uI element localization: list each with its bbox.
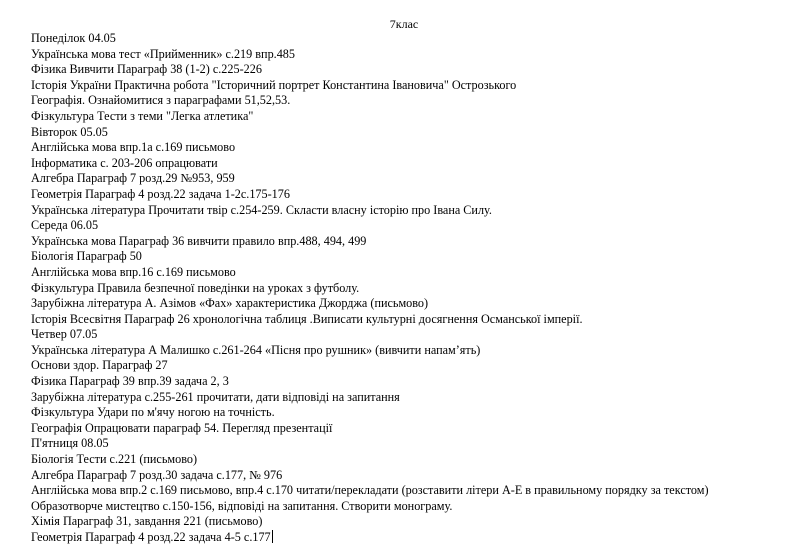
schedule-lines [31, 31, 801, 546]
text-line[interactable]: Біологія Параграф 50 [31, 249, 142, 264]
text-cursor [272, 530, 273, 543]
text-line[interactable]: Геометрія Параграф 4 розд.22 задача 1-2с.175-176 [31, 186, 290, 201]
text-line[interactable]: Географія Опрацювати параграф 54. Перегляд презентації [31, 420, 333, 435]
text-line[interactable]: Історія України Практична робота "Історичний портрет Константина Івановича" Острозького [31, 77, 517, 92]
text-line[interactable]: Українська мова тест «Прийменник» с.219 впр.485 [31, 46, 295, 61]
document-title: 7клас [389, 17, 419, 31]
text-line[interactable]: Українська література Прочитати твір с.254-259. Скласти власну історію про Івана Силу. [31, 202, 492, 217]
text-line[interactable]: Алгебра Параграф 7 розд.30 задача с.177, № 976 [31, 467, 283, 482]
text-line[interactable]: Четвер 07.05 [31, 327, 98, 342]
text-line[interactable]: Фізкультура Правила безпечної поведінки на уроках з футболу. [31, 280, 360, 295]
text-line[interactable]: Історія Всесвітня Параграф 26 хронологічна таблиця .Виписати культурні досягнення Османської імперії. [31, 311, 583, 326]
text-line[interactable]: Українська література А Малишко с.261-264 «Пісня про рушник» (вивчити напам’ять) [31, 342, 481, 357]
text-line[interactable]: Зарубіжна література А. Азімов «Фах» характеристика Джорджа (письмово) [31, 296, 429, 311]
text-line[interactable]: Вівторок 05.05 [31, 124, 108, 139]
text-line[interactable]: Англійська мова впр.1а с.169 письмово [31, 140, 236, 155]
text-line[interactable]: Біологія Тести с.221 (письмово) [31, 452, 198, 467]
text-line[interactable]: Зарубіжна література с.255-261 прочитати, дати відповіді на запитання [31, 389, 400, 404]
text-line[interactable]: Англійська мова впр.16 с.169 письмово [31, 264, 236, 279]
text-line[interactable]: Географія. Ознайомитися з параграфами 51,52,53. [31, 93, 291, 108]
text-line[interactable]: Фізика Параграф 39 впр.39 задача 2, 3 [31, 374, 229, 389]
text-line[interactable]: Алгебра Параграф 7 розд.29 №953, 959 [31, 171, 235, 186]
text-line[interactable]: П'ятниця 08.05 [31, 436, 109, 451]
text-line[interactable]: Образотворче мистецтво с.150-156, відповіді на запитання. Створити монограму. [31, 498, 453, 513]
text-line[interactable]: Українська мова Параграф 36 вивчити правило впр.488, 494, 499 [31, 233, 367, 248]
text-line[interactable]: Понеділок 04.05 [31, 31, 116, 45]
text-line[interactable]: Фізика Вивчити Параграф 38 (1-2) с.225-226 [31, 62, 262, 77]
text-line[interactable]: Основи здор. Параграф 27 [31, 358, 168, 373]
text-line[interactable]: Хімія Параграф 31, завдання 221 (письмово) [31, 514, 263, 529]
text-line[interactable]: Геометрія Параграф 4 розд.22 задача 4-5 с.177 [31, 530, 271, 544]
text-line[interactable]: Середа 06.05 [31, 218, 99, 233]
text-line[interactable]: Фізкультура Тести з теми "Легка атлетика" [31, 108, 254, 123]
text-line[interactable]: Фізкультура Удари по м'ячу ногою на точність. [31, 405, 275, 420]
text-line[interactable]: Англійська мова впр.2 с.169 письмово, впр.4 с.170 читати/перекладати (розставити літери А-Е в правильному порядку за текстом) [31, 483, 709, 498]
text-line[interactable]: Інформатика с. 203-206 опрацювати [31, 155, 218, 170]
